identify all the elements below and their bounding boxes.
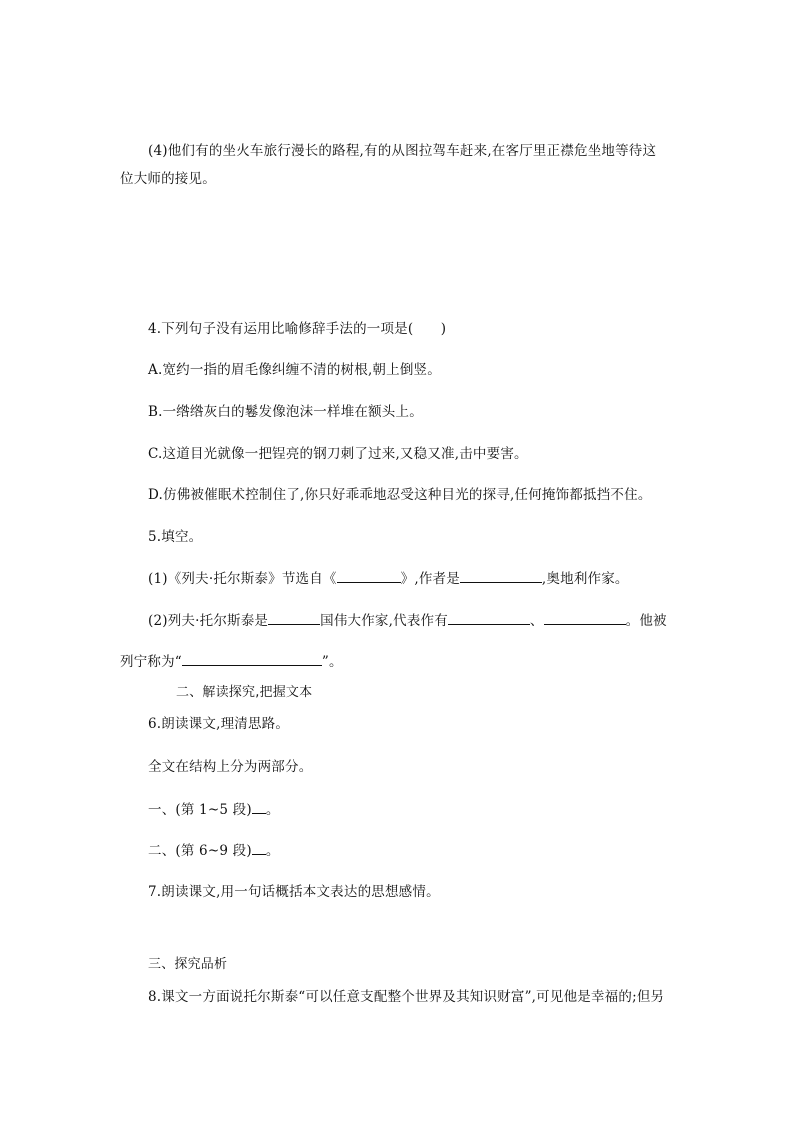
q5-item2-text-a: (2)列夫·托尔斯泰是 [148, 613, 269, 629]
q6-part1 [148, 800, 280, 819]
q5-item2 [148, 611, 667, 630]
q5-item2-text-d: 。他被 [625, 613, 667, 629]
q5-item2-text-b: 国伟大作家,代表作有 [320, 613, 448, 629]
q5-item2-text-c: 、 [529, 613, 544, 629]
q6-intro: 全文在结构上分为两部分。 [148, 759, 313, 775]
q5-item2-blank-country[interactable] [268, 611, 320, 625]
q4-option-a: A.宽约一指的眉毛像纠缠不清的树根,朝上倒竖。 [148, 362, 441, 378]
q8-stem: 8.课文一方面说托尔斯泰“可以任意支配整个世界及其知识财富”,可见他是幸福的;但另 [148, 989, 665, 1005]
q3-item4-line1: (4)他们有的坐火车旅行漫长的路程,有的从图拉驾车赶来,在客厅里正襟危坐地等待这 [148, 143, 657, 159]
q6-part2-end: 。 [265, 843, 280, 859]
q5-item2-blank-work2[interactable] [544, 611, 626, 625]
q6-part1-end: 。 [265, 802, 280, 818]
section-2-title: 二、解读探究,把握文本 [176, 685, 313, 700]
q5-item2-blank-title[interactable] [182, 652, 322, 666]
q6-part2-label: 二、(第 6~9 段) [148, 843, 252, 859]
q6-part1-label: 一、(第 1~5 段) [148, 802, 252, 818]
q6-part1-blank[interactable] [252, 800, 266, 814]
q5-item1-text-c: ,奥地利作家。 [541, 571, 629, 587]
q6-stem: 6.朗读课文,理清思路。 [148, 716, 290, 732]
q3-item4-line2: 位大师的接见。 [120, 171, 216, 187]
q4-option-c: C.这道目光就像一把锃亮的钢刀刺了过来,又稳又准,击中要害。 [148, 446, 528, 462]
q6-part2-blank[interactable] [252, 841, 266, 855]
q5-item1-blank-book[interactable] [337, 569, 401, 583]
q5-item1-text-a: (1)《列夫·托尔斯泰》节选自《 [148, 571, 337, 587]
q5-item2-continued [120, 652, 343, 671]
q7-stem: 7.朗读课文,用一句话概括本文表达的思想感情。 [148, 884, 440, 900]
q4-option-d: D.仿佛被催眠术控制住了,你只好乖乖地忍受这种目光的探寻,任何掩饰都抵挡不住。 [148, 487, 652, 503]
section-3-title: 三、探究品析 [148, 957, 228, 972]
q5-item1-blank-author[interactable] [460, 569, 542, 583]
q6-part2 [148, 841, 280, 860]
q4-option-b: B.一绺绺灰白的鬈发像泡沫一样堆在额头上。 [148, 404, 423, 420]
q5-item2-text-f: ”。 [321, 654, 343, 670]
q5-item1-text-b: 》,作者是 [400, 571, 460, 587]
q5-stem: 5.填空。 [148, 529, 203, 545]
q5-item1 [148, 569, 629, 588]
q5-item2-text-e: 列宁称为“ [120, 654, 182, 670]
q5-item2-blank-work1[interactable] [448, 611, 530, 625]
q4-stem: 4.下列句子没有运用比喻修辞手法的一项是( ) [148, 321, 447, 337]
